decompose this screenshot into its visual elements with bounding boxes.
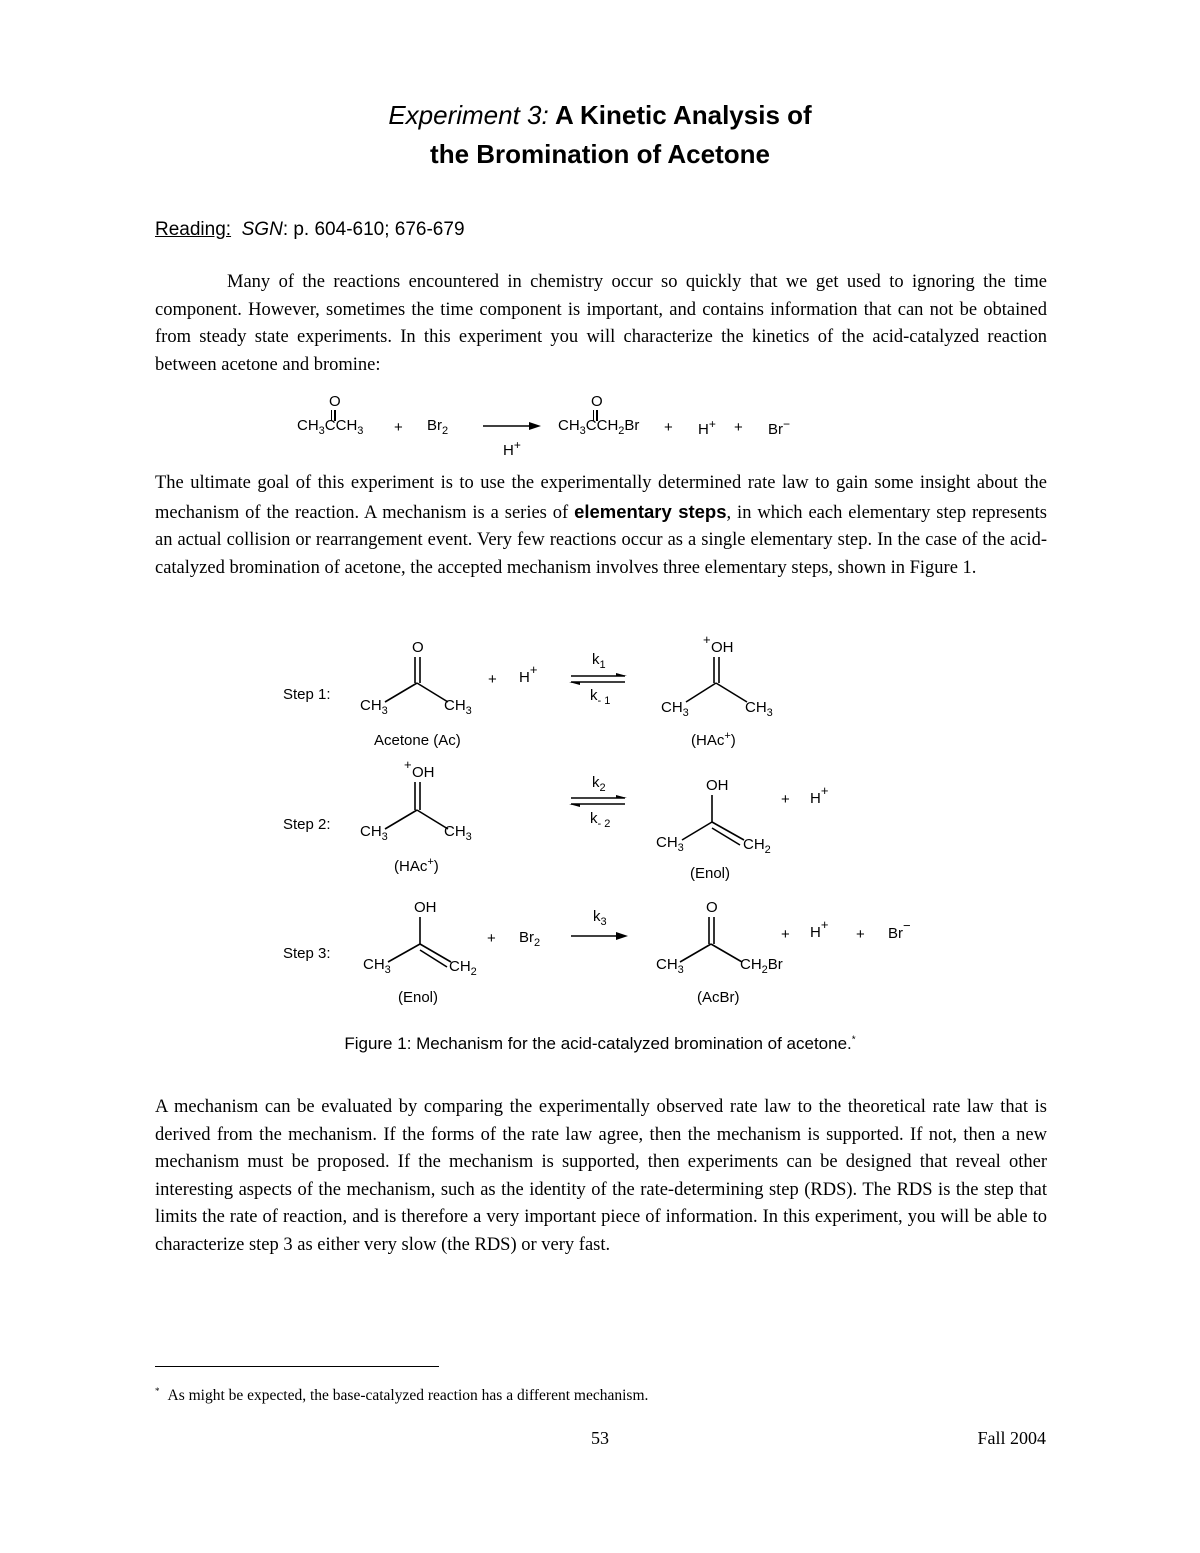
step-2-proton: H+	[810, 783, 829, 807]
step-2-k-reverse: $k_{- 2}$	[590, 810, 611, 830]
step-2-label: Step 2:	[283, 816, 331, 833]
svg-text:CH2Br: $CH_2Br$	[740, 956, 783, 976]
acetone-name: Acetone (Ac)	[374, 732, 461, 749]
step-3-plus-3: +	[856, 926, 865, 943]
step-2-plus: +	[781, 791, 790, 808]
step-2-k-forward: $k_2$	[592, 774, 606, 794]
protonated-acetone-structure	[661, 632, 773, 749]
svg-text:OH: OH	[706, 777, 729, 794]
acetone-oxygen: O	[412, 639, 424, 656]
mechanism-paragraph: The ultimate goal of this experiment is to use the experimentally determined rate law to gain some insight about the mechanism of the reaction. A mechanism is a series of elementary steps, in which each elementary step represents an actual collision or rearrangement event. Very few reactions occur as a single elementary step. In the case of the acid-catalyzed bromination of acetone, the accepted mechanism involves three elementary steps, shown in Figure 1.	[155, 473, 1047, 578]
step-3	[283, 899, 911, 1006]
step-1-label: Step 1:	[283, 686, 331, 703]
step-1-proton: H+	[519, 662, 538, 686]
svg-text:CH3: $CH_3$	[656, 956, 684, 976]
svg-text:CH2: $CH_2$	[743, 836, 771, 856]
step-1-plus: +	[488, 671, 497, 688]
acbr-name: (AcBr)	[697, 989, 740, 1006]
step-2-reactant-name: (HAc+)	[394, 856, 439, 875]
step-3-plus-1: +	[487, 930, 496, 947]
svg-text:CH3: $CH_3$	[363, 956, 391, 976]
reading-pages: : p. 604-610; 676-679	[282, 219, 465, 240]
step-3-reactant-name: (Enol)	[398, 989, 439, 1006]
term-label: Fall 2004	[977, 1428, 1046, 1448]
enol-structure	[656, 777, 771, 882]
svg-text:O: O	[706, 899, 718, 916]
svg-text:CH3: $CH_3$	[360, 823, 388, 843]
footnote: * As might be expected, the base-catalyzed reaction has a different mechanism.	[155, 1386, 649, 1405]
equation-carbonyl-o-1: O	[329, 393, 341, 410]
equation-plus-3: +	[734, 419, 743, 436]
step-3-bromide: Br−	[888, 918, 911, 942]
svg-text:CH3: $CH_3$	[661, 699, 689, 719]
enol-name: (Enol)	[690, 865, 731, 882]
svg-text:CH3: $CH_3$	[444, 823, 472, 843]
equation-product-bromide: Br−	[768, 417, 791, 438]
step-3-bromine: $Br_2$	[519, 929, 541, 949]
enol-reactant	[363, 899, 477, 1006]
reading-label: Reading:	[155, 219, 232, 240]
acetone-methyl-left: $CH_3$	[360, 697, 388, 717]
svg-text:+: +	[404, 757, 412, 772]
evaluation-paragraph: A mechanism can be evaluated by comparing the experimentally observed rate law to the theoretical rate law that is derived from the mechanism. If the forms of the rate law agree, then the mechanism is supported. If not, then a new mechanism must be proposed. If the mechanism is supported, then experiments can be designed that reveal other interesting aspects of the mechanism, such as the identity of the rate-determining step (RDS). The RDS is the step that limits the rate of reaction, and is therefore a very important piece of information. In this experiment, you will be able to characterize step 3 as either very slow (the RDS) or very fast.	[155, 1097, 1047, 1255]
equation-plus-2: +	[664, 419, 673, 436]
equation-product-proton: H+	[698, 417, 716, 438]
elementary-steps-term: elementary steps	[574, 500, 727, 522]
svg-text:+: +	[703, 632, 711, 647]
hac-oxygen: OH	[711, 639, 734, 656]
hac-name: (HAc+)	[691, 730, 736, 749]
svg-text:CH3: $CH_3$	[656, 834, 684, 854]
equation-product-bromoacetone: $CH_3CCH_2Br$	[558, 417, 640, 437]
svg-text:CH2: $CH_2$	[449, 958, 477, 978]
footnote-divider	[155, 1366, 439, 1367]
svg-text:CH3: $CH_3$	[745, 699, 773, 719]
title-line-1: Experiment 3: A Kinetic Analysis of	[388, 100, 812, 130]
equation-reactant-bromine: $Br_2$	[427, 417, 449, 437]
protonated-acetone-reactant	[360, 757, 472, 875]
acetone-methyl-right: $CH_3$	[444, 697, 472, 717]
page-number: 53	[591, 1428, 609, 1448]
step-3-plus-2: +	[781, 926, 790, 943]
step-1-k-forward: $k_1$	[592, 651, 606, 671]
bromoacetone-structure	[656, 899, 783, 1006]
reading-source: SGN	[241, 219, 283, 240]
step-3-label: Step 3:	[283, 945, 331, 962]
step-1	[283, 632, 773, 749]
svg-text:OH: OH	[414, 899, 437, 916]
title-line-2: the Bromination of Acetone	[430, 139, 770, 169]
step-3-k-forward: $k_3$	[593, 908, 607, 928]
acetone-structure	[360, 639, 472, 749]
equation-reactant-acetone: $CH_3CCH_3$	[297, 417, 364, 437]
step-3-proton: H+	[810, 917, 829, 941]
step-1-k-reverse: $k_{- 1}$	[590, 687, 611, 707]
figure-caption: Figure 1: Mechanism for the acid-catalyzed bromination of acetone.*	[344, 1034, 856, 1053]
intro-paragraph: Many of the reactions encountered in chemistry occur so quickly that we get used to ignoring the time component. However, sometimes the time component is important, and contains information that can not be obtained from steady state experiments. In this experiment you will characterize the kinetics of the acid-catalyzed reaction between acetone and bromine:	[155, 272, 1047, 375]
equation-catalyst: H+	[503, 438, 521, 459]
step-2	[283, 757, 828, 882]
equation-carbonyl-o-2: O	[591, 393, 603, 410]
equation-plus-1: +	[394, 419, 403, 436]
svg-text:OH: OH	[412, 764, 435, 781]
